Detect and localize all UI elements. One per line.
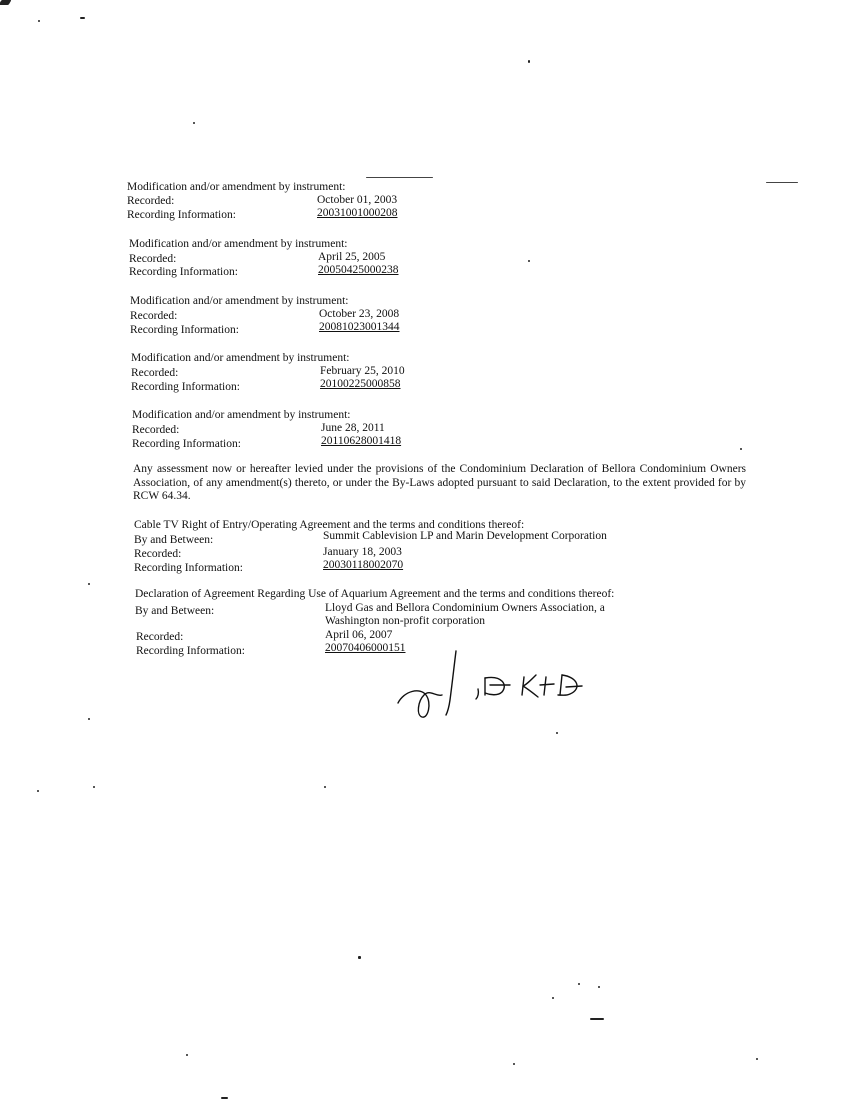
- recording-info-label: Recording Information:: [130, 324, 239, 336]
- recording-info-label: Recording Information:: [134, 562, 243, 574]
- recorded-date: April 25, 2005: [318, 251, 386, 263]
- scan-speck: [88, 583, 90, 585]
- recording-number: 20070406000151: [325, 642, 406, 654]
- scan-rule: [366, 177, 433, 178]
- recording-info-label: Recording Information:: [129, 266, 238, 278]
- parties-label: By and Between:: [135, 605, 215, 617]
- recorded-date: June 28, 2011: [321, 422, 385, 434]
- scan-rule: [766, 182, 798, 183]
- recording-number: 20110628001418: [321, 435, 402, 447]
- parties-label: By and Between:: [134, 534, 214, 546]
- scan-speck: [186, 1054, 188, 1056]
- recorded-label: Recorded:: [136, 631, 184, 643]
- recorded-label: Recorded:: [129, 253, 177, 265]
- recording-info-label: Recording Information:: [131, 381, 240, 393]
- recording-number: 20030118002070: [323, 559, 404, 571]
- scan-speck: [38, 20, 40, 22]
- modification-heading: Modification and/or amendment by instrument:: [130, 295, 349, 307]
- scan-speck: [552, 997, 554, 999]
- modification-heading: Modification and/or amendment by instrument:: [127, 181, 346, 193]
- recorded-date: January 18, 2003: [323, 546, 402, 558]
- parties-value-line-2: Washington non-profit corporation: [325, 615, 486, 627]
- scan-speck: [80, 17, 85, 19]
- cable-tv-heading: Cable TV Right of Entry/Operating Agreement and the terms and conditions thereof:: [134, 519, 525, 531]
- modification-heading: Modification and/or amendment by instrument:: [131, 352, 350, 364]
- parties-value: Summit Cablevision LP and Marin Development Corporation: [323, 530, 607, 542]
- scan-speck: [93, 786, 95, 788]
- recording-number: 20081023001344: [319, 321, 400, 333]
- recording-number: 20100225000858: [320, 378, 401, 390]
- recorded-label: Recorded:: [131, 367, 179, 379]
- scan-speck: [598, 986, 600, 988]
- recorded-date: October 01, 2003: [317, 194, 398, 206]
- scan-speck: [578, 983, 580, 985]
- scan-speck: [193, 122, 195, 124]
- handwritten-signature: [390, 645, 590, 725]
- recorded-label: Recorded:: [127, 195, 175, 207]
- scan-speck: [221, 1097, 228, 1099]
- scan-speck: [590, 1018, 604, 1020]
- aquarium-heading: Declaration of Agreement Regarding Use of Aquarium Agreement and the terms and conditions thereof:: [135, 588, 615, 600]
- recording-info-label: Recording Information:: [132, 438, 241, 450]
- scan-speck: [756, 1058, 758, 1060]
- assessment-paragraph: Any assessment now or hereafter levied under the provisions of the Condominium Declaration of Bellora Condominium Owners Association, of any amendment(s) thereto, or under the By-Laws adopted pursuant to said Declaration, to the extent provided for by RCW 64.34.: [133, 463, 746, 502]
- scan-speck: [37, 790, 39, 792]
- modification-heading: Modification and/or amendment by instrument:: [129, 238, 348, 250]
- scan-speck: [528, 60, 530, 63]
- scan-speck: [528, 260, 530, 262]
- recorded-label: Recorded:: [130, 310, 178, 322]
- scan-corner-mark: [0, 0, 11, 5]
- scan-speck: [556, 732, 558, 734]
- parties-value-line-1: Lloyd Gas and Bellora Condominium Owners Association, a: [325, 602, 605, 614]
- recording-number: 20050425000238: [318, 264, 399, 276]
- scan-speck: [324, 786, 326, 788]
- recorded-date: October 23, 2008: [319, 308, 400, 320]
- modification-heading: Modification and/or amendment by instrument:: [132, 409, 351, 421]
- recording-info-label: Recording Information:: [136, 645, 245, 657]
- recorded-date: April 06, 2007: [325, 629, 393, 641]
- recorded-date: February 25, 2010: [320, 365, 405, 377]
- scan-speck: [358, 956, 361, 959]
- recorded-label: Recorded:: [132, 424, 180, 436]
- scan-speck: [88, 718, 90, 720]
- recorded-label: Recorded:: [134, 548, 182, 560]
- scan-speck: [740, 448, 742, 450]
- recording-info-label: Recording Information:: [127, 209, 236, 221]
- scan-speck: [513, 1063, 515, 1065]
- recording-number: 20031001000208: [317, 207, 398, 219]
